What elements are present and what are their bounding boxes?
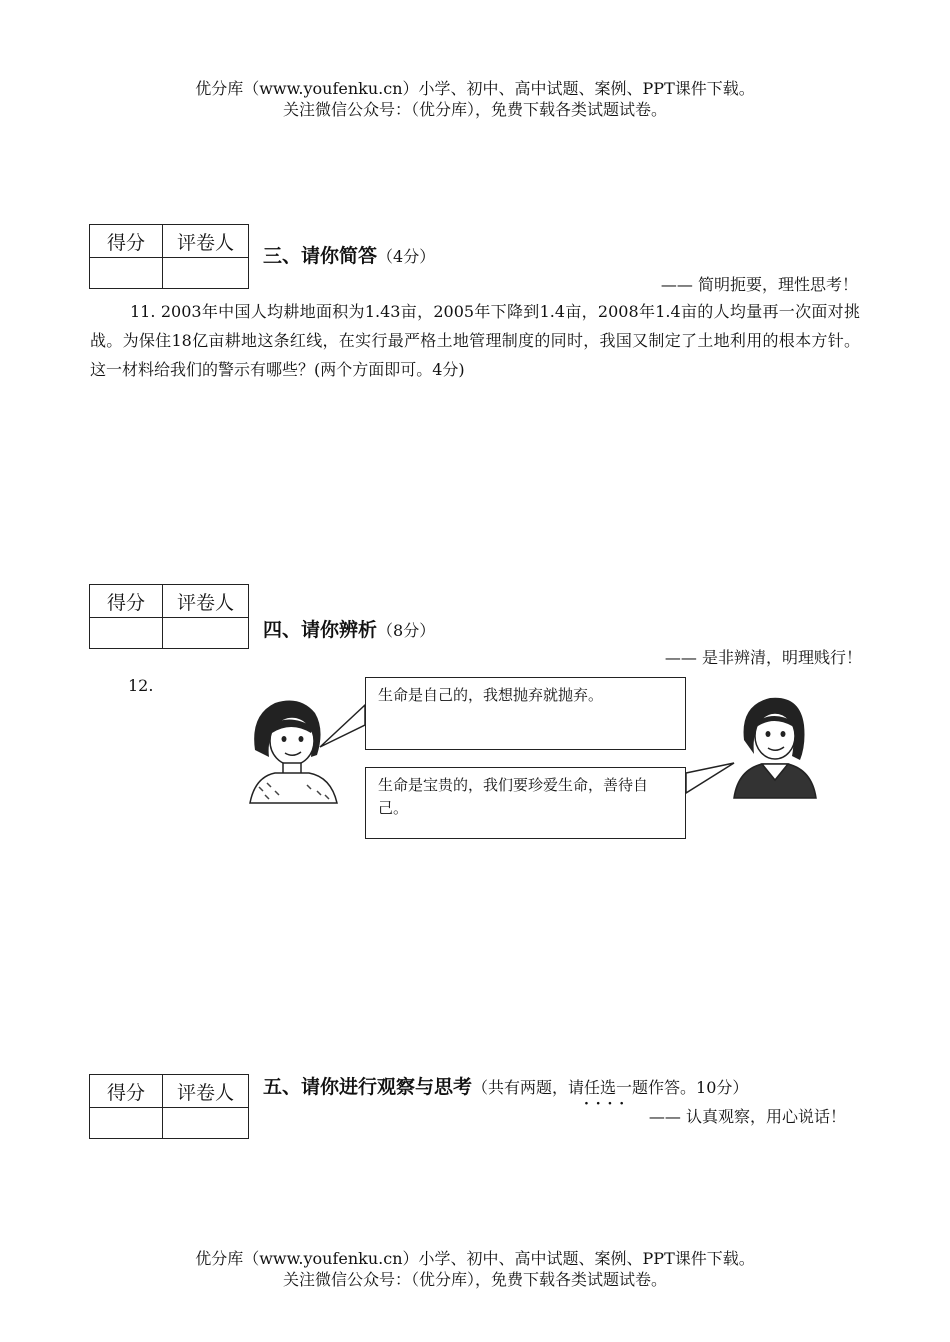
section4-title	[263, 615, 435, 642]
section5-title-text: 五、请你进行观察与思考	[263, 1076, 473, 1098]
section3-motto: —— 简明扼要，理性思考！	[660, 275, 858, 294]
section4-title-text: 四、请你辨析	[263, 619, 378, 641]
score-label: 得分	[90, 585, 163, 618]
grader-label: 评卷人	[163, 585, 249, 618]
section4-motto: —— 是非辨清，明理贱行！	[664, 648, 862, 667]
score-box-section5	[89, 1074, 249, 1139]
grader-cell[interactable]	[163, 618, 249, 649]
header-line-2: 关注微信公众号：（优分库），免费下载各类试题试卷。	[282, 100, 667, 119]
question-11: 11. 2003年中国人均耕地面积为1.43亩，2005年下降到1.4亩，2008年1.4亩的人均量再一次面对挑战。为保住18亿亩耕地这条红线，在实行最严格土地管理制度的同时，我国又制定了土地利用的根本方针。这一材料给我们的警示有哪些？(两个方面即可。4分)	[90, 302, 860, 379]
score-label: 得分	[90, 225, 163, 258]
speech-bubble-2: 生命是宝贵的，我们要珍爱生命，善待自己。	[365, 767, 686, 839]
section5-title	[263, 1072, 748, 1099]
footer-line-1: 优分库（www.youfenku.cn）小学、初中、高中试题、案例、PPT课件下载。	[195, 1249, 755, 1268]
score-cell[interactable]	[90, 258, 163, 289]
page-header	[0, 78, 950, 120]
speech-bubble-1: 生命是自己的，我想抛弃就抛弃。	[365, 677, 686, 750]
grader-cell[interactable]	[163, 1108, 249, 1139]
section5-points	[472, 1078, 748, 1097]
score-cell[interactable]	[90, 1108, 163, 1139]
section5-motto: —— 认真观察，用心说话！	[648, 1107, 846, 1126]
score-box-section4	[89, 584, 249, 649]
header-line-1: 优分库（www.youfenku.cn）小学、初中、高中试题、案例、PPT课件下载。	[195, 79, 755, 98]
page-footer	[0, 1248, 950, 1290]
grader-cell[interactable]	[163, 258, 249, 289]
footer-line-2: 关注微信公众号：（优分库），免费下载各类试题试卷。	[282, 1270, 667, 1289]
grader-label: 评卷人	[163, 225, 249, 258]
question-12-number: 12.	[128, 676, 154, 695]
score-box-section3	[89, 224, 249, 289]
section3-title-text: 三、请你简答	[263, 245, 378, 267]
grader-label: 评卷人	[163, 1075, 249, 1108]
score-label: 得分	[90, 1075, 163, 1108]
section4-points: （8分）	[377, 621, 436, 640]
section5-points-pre: （共有两题，请	[472, 1078, 585, 1097]
section5-points-emphasis: 任选一题 · · · ·	[584, 1078, 648, 1097]
score-cell[interactable]	[90, 618, 163, 649]
section3-points: （4分）	[377, 247, 436, 266]
section3-title	[263, 241, 435, 268]
section5-points-post: 作答。10分）	[648, 1078, 749, 1097]
